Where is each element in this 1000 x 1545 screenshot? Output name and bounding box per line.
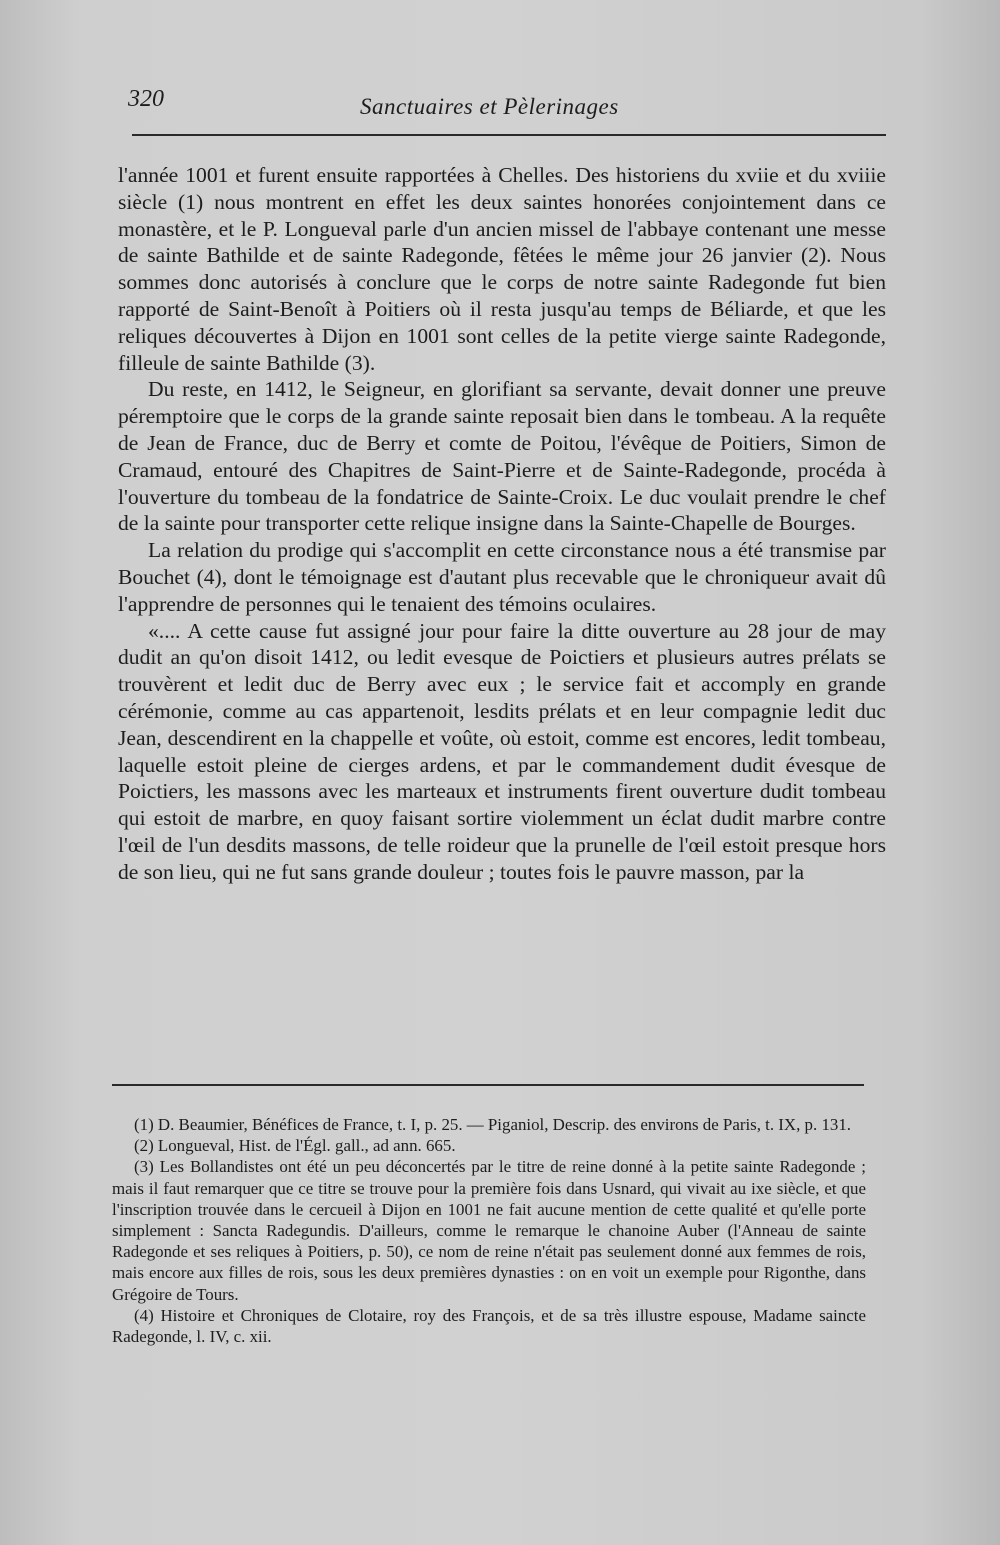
footnote-1: (1) D. Beaumier, Bénéfices de France, t. I, p. 25. — Piganiol, Descrip. des environs de Paris, t. IX, p. 131. [134, 1115, 852, 1134]
paragraph-4-quotation: «.... A cette cause fut assigné jour pour faire la ditte ouverture au 28 jour de may dudit an qu'on disoit 1412, ou ledit evesque de Poictiers et plusieurs autres prélats se trouvèrent et ledit duc de Berry avec eux ; le service fait et accomply en grande cérémonie, comme au cas appartenoit, lesdits prélats et en leur compagnie ledit duc Jean, descendirent en la chappelle et voûte, où estoit, comme est encores, ledit tombeau, laquelle estoit pleine de cierges ardens, et par le commandement dudit évesque de Poictiers, les massons avec les marteaux et instruments firent ouverture dudit tombeau qui estoit de marbre, en quoy faisant sortire violemment un éclat dudit marbre contre l'œil de l'un desdits massons, de telle roideur que la prunelle de l'œil estoit presque hors de son lieu, qui ne fut sans grande douleur ; toutes fois le pauvre masson, par la [118, 618, 886, 884]
main-text [118, 162, 886, 886]
footnote-4: (4) Histoire et Chroniques de Clotaire, roy des François, et de sa très illustre espouse, Madame saincte Radegonde, l. IV, c. xii. [112, 1305, 866, 1347]
footnote-rule [112, 1084, 864, 1086]
footnotes [112, 1114, 866, 1347]
page-number: 320 [128, 86, 164, 112]
header-rule [132, 134, 886, 136]
running-title: Sanctuaires et Pèlerinages [360, 94, 619, 119]
paragraph-3: La relation du prodige qui s'accomplit en cette circonstance nous a été transmise par Bouchet (4), dont le témoignage est d'autant plus recevable que le chroniqueur avait dû l'apprendre de personnes qui le tenaient des témoins oculaires. [118, 538, 886, 616]
footnote-2: (2) Longueval, Hist. de l'Égl. gall., ad ann. 665. [134, 1136, 456, 1156]
footnote-3: (3) Les Bollandistes ont été un peu déconcertés par le titre de reine donné à la petite sainte Radegonde ; mais il faut remarquer que ce titre se trouve pour la première fois dans Usnard, qui vivait au ixe siècle, et que l'inscription trouvée dans le cercueil à Dijon en 1001 ne fait aucune mention de cette qualité et qu'elle porte simplement : Sancta Radegundis. D'ailleurs, comme le remarque le chanoine Auber (l'Anneau de sainte Radegonde et ses reliques à Poitiers, p. 50), ce nom de reine n'était pas seulement donné aux femmes de rois, mais encore aux filles de rois, sous les deux premières dynasties : on en voit un exemple pour Rigonthe, dans Grégoire de Tours. [112, 1157, 866, 1304]
page-header [128, 86, 888, 126]
paragraph-1: l'année 1001 et furent ensuite rapportées à Chelles. Des historiens du xviie et du xviiie siècle (1) nous montrent en effet les deux saintes honorées conjointement dans ce monastère, et le P. Longueval parle d'un ancien missel de l'abbaye contenant une messe de sainte Bathilde et de sainte Radegonde, fêtées le même jour 26 janvier (2). Nous sommes donc autorisés à conclure que le corps de notre sainte Radegonde fut bien rapporté de Saint-Benoît à Poitiers où il resta jusqu'au temps de Béliarde, et que les reliques découvertes à Dijon en 1001 sont celles de la petite vierge sainte Radegonde, filleule de sainte Bathilde (3). [118, 163, 886, 375]
paragraph-2: Du reste, en 1412, le Seigneur, en glorifiant sa servante, devait donner une preuve péremptoire que le corps de la grande sainte reposait bien dans le tombeau. A la requête de Jean de France, duc de Berry et comte de Poitou, l'évêque de Poitiers, Simon de Cramaud, entouré des Chapitres de Saint-Pierre et de Sainte-Radegonde, procéda à l'ouverture du tombeau de la fondatrice de Sainte-Croix. Le duc voulait prendre le chef de la sainte pour transporter cette relique insigne dans la Sainte-Chapelle de Bourges. [118, 377, 886, 536]
